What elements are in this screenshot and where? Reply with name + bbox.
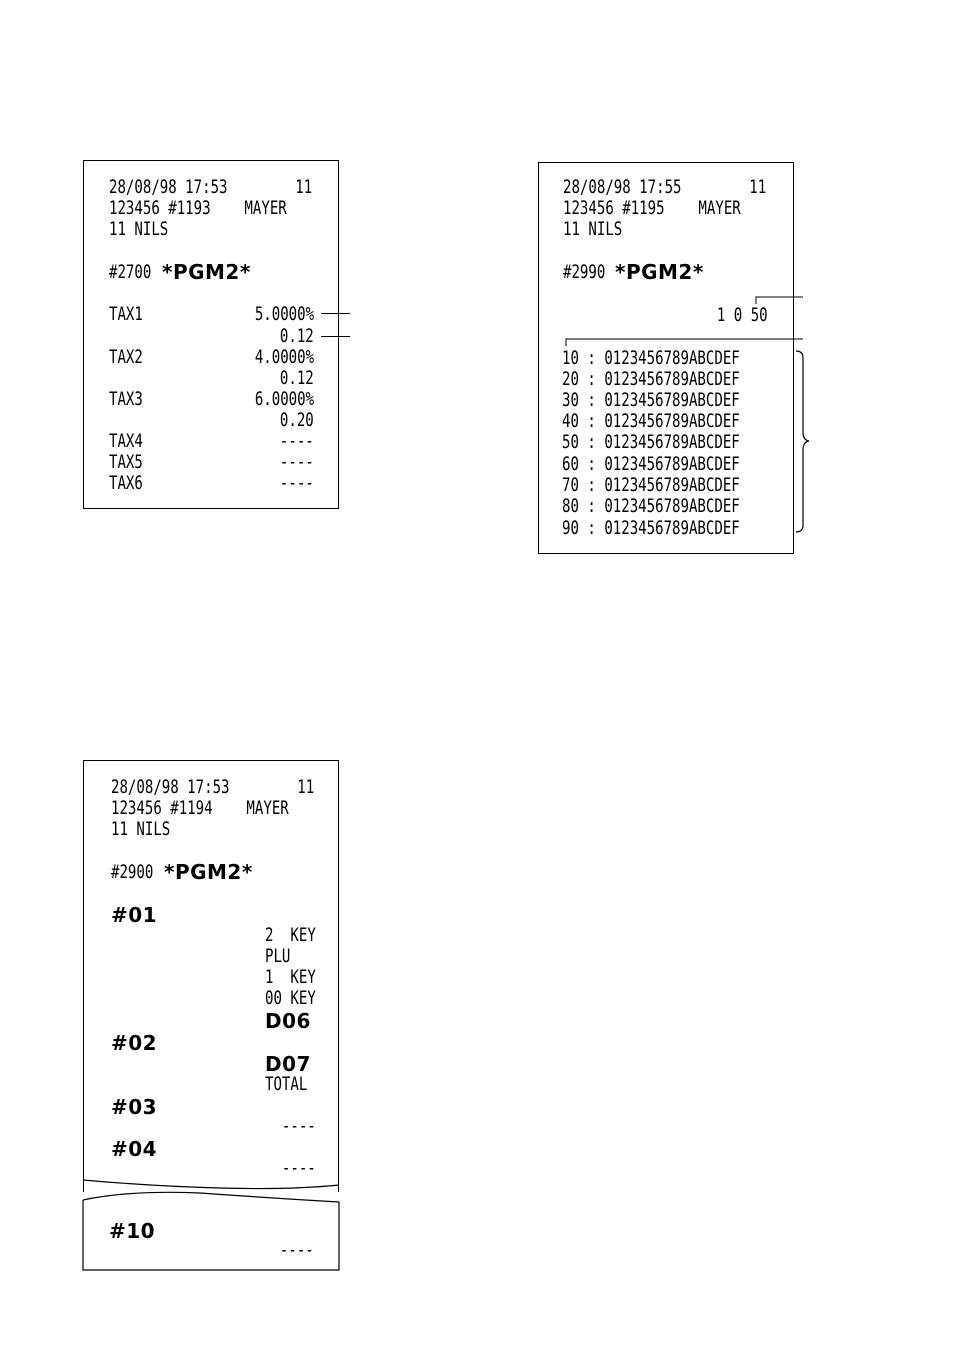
- receipt-tax-rates: [83, 160, 339, 509]
- text-line: 50 : 0123456789ABCDEF: [562, 431, 740, 453]
- receipt-header-line-2: 123456 #1194 MAYER: [111, 797, 289, 819]
- text-line: 10 : 0123456789ABCDEF: [562, 347, 740, 369]
- tax-value: 4.0000%: [254, 346, 314, 368]
- text-line: 70 : 0123456789ABCDEF: [562, 474, 740, 496]
- sequence-item: 1 KEY: [265, 966, 316, 988]
- job-label: *PGM2*: [615, 260, 704, 284]
- tax-value: ----: [280, 472, 314, 494]
- tax-value: ----: [280, 430, 314, 452]
- sequence-value: ----: [280, 1239, 314, 1261]
- text-line: 20 : 0123456789ABCDEF: [562, 368, 740, 390]
- tax-value: 0.12: [280, 367, 314, 389]
- receipt-header-line-1: 28/08/98 17:53 11: [111, 776, 315, 798]
- tax-value: 0.12: [280, 325, 314, 347]
- receipt-key-sequence: [83, 760, 339, 1192]
- sequence-number: #04: [111, 1137, 158, 1161]
- sequence-number: #10: [109, 1219, 156, 1243]
- text-line: 90 : 0123456789ABCDEF: [562, 517, 740, 539]
- tax-value: ----: [280, 451, 314, 473]
- receipt-header-line-3: 11 NILS: [109, 218, 169, 240]
- department-code: D07: [265, 1052, 311, 1076]
- job-label: *PGM2*: [164, 860, 253, 884]
- sequence-value: ----: [282, 1157, 316, 1179]
- sequence-item: 2 KEY: [265, 924, 316, 946]
- sequence-item: TOTAL: [265, 1073, 308, 1095]
- job-number: #2900: [111, 861, 154, 883]
- sequence-value: ----: [282, 1115, 316, 1137]
- job-number: #2700: [109, 261, 152, 283]
- tax-label: TAX3: [109, 388, 143, 410]
- receipt-header-line-1: 28/08/98 17:53 11: [109, 176, 313, 198]
- tax-label: TAX1: [109, 303, 143, 325]
- receipt-header-line-3: 11 NILS: [111, 818, 171, 840]
- text-line: 40 : 0123456789ABCDEF: [562, 410, 740, 432]
- brace-icon: [796, 351, 809, 532]
- tax-value: 6.0000%: [254, 388, 314, 410]
- sequence-item: 00 KEY: [265, 987, 316, 1009]
- tax-label: TAX2: [109, 346, 143, 368]
- sequence-number: #03: [111, 1095, 158, 1119]
- tax-label: TAX6: [109, 472, 143, 494]
- receipt-header-line-3: 11 NILS: [563, 218, 623, 240]
- job-label: *PGM2*: [162, 260, 251, 284]
- receipt-header-line-1: 28/08/98 17:55 11: [563, 176, 767, 198]
- sequence-item: PLU: [265, 945, 291, 967]
- job-number: #2990: [563, 261, 606, 283]
- receipt-text-programming: [538, 162, 794, 554]
- sequence-number: #02: [111, 1031, 158, 1055]
- setting-value: 1 0 50: [717, 304, 768, 326]
- text-line: 60 : 0123456789ABCDEF: [562, 453, 740, 475]
- text-line: 80 : 0123456789ABCDEF: [562, 495, 740, 517]
- tax-value: 0.20: [280, 409, 314, 431]
- callout-line: [321, 313, 350, 314]
- sequence-number: #01: [111, 903, 158, 927]
- department-code: D06: [265, 1009, 311, 1033]
- tax-label: TAX4: [109, 430, 143, 452]
- callout-line: [321, 336, 350, 337]
- receipt-header-line-2: 123456 #1195 MAYER: [563, 197, 741, 219]
- tax-label: TAX5: [109, 451, 143, 473]
- receipt-header-line-2: 123456 #1193 MAYER: [109, 197, 287, 219]
- tax-value: 5.0000%: [254, 303, 314, 325]
- text-line: 30 : 0123456789ABCDEF: [562, 389, 740, 411]
